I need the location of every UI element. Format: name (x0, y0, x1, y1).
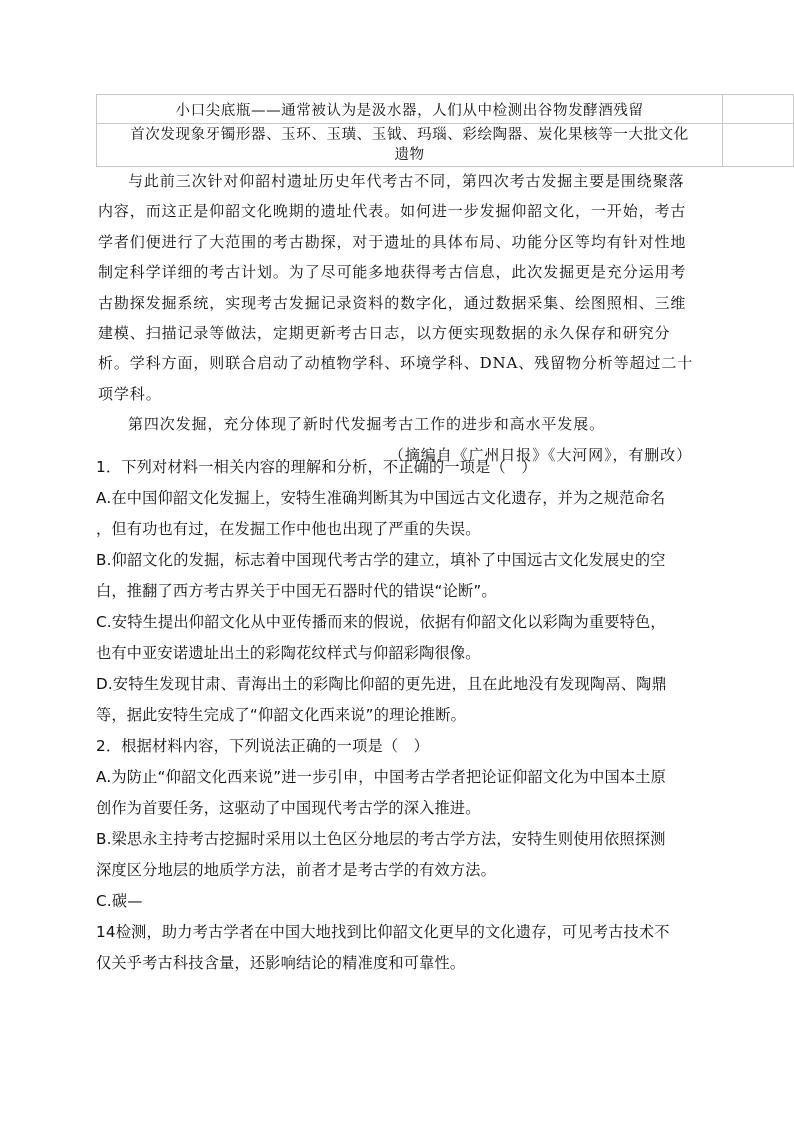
question-2-option-b-line2: 深度区分地层的地质学方法，前者才是考古学的有效方法。 (96, 861, 497, 879)
table-row (97, 124, 794, 167)
question-1-option-d-line1: D.安特生发现甘肃、青海出土的彩陶比仰韶的更先进，且在此地没有发现陶鬲、陶鼎 (96, 675, 667, 693)
question-1-stem: 1．下列对材料一相关内容的理解和分析，不正确的一项是（ ） (96, 458, 537, 476)
passage-paragraph-2: 第四次发掘，充分体现了新时代发掘考古工作的进步和高水平发展。 (128, 415, 606, 434)
question-1-option-a-line1: A.在中国仰韶文化发掘上，安特生准确判断其为中国远古文化遗存，并为之规范命名 (96, 489, 666, 507)
table-row1-text: 小口尖底瓶——通常被认为是汲水器，人们从中检测出谷物发酵酒残留 (175, 102, 644, 119)
question-2-option-b-line1: B.梁思永主持考古挖掘时采用以土色区分地层的考古学方法，安特生则使用依照探测 (96, 830, 666, 848)
question-1-option-b-line1: B.仰韶文化的发掘，标志着中国现代考古学的建立，填补了中国远古文化发展史的空 (96, 551, 666, 569)
question-2-option-c-line3: 仅关乎考古科技含量，还影响结论的精准度和可靠性。 (96, 954, 466, 972)
passage-source: （摘编自《广州日报》《大河网》，有删改） (388, 445, 692, 464)
question-2-option-a-line2: 创作为首要任务，这驱动了中国现代考古学的深入推进。 (96, 799, 481, 817)
question-1-option-c-line1: C.安特生提出仰韶文化从中亚传播而来的假说，依据有仰韶文化以彩陶为重要特色， (96, 613, 666, 631)
passage-paragraph-1-tail: 。学科方面，则联合启动了动植物学科、环境学科、DNA、残留物分析等超过二十项学科。 (98, 354, 694, 403)
question-1-option-d-line2: 等，据此安特生完成了“仰韶文化西来说”的理论推断。 (96, 706, 467, 724)
questions (96, 452, 696, 979)
table-row2-line1: 首次发现象牙镯形器、玉环、玉璜、玉钺、玛瑙、彩绘陶器、炭化果核等一大批文化 (130, 127, 689, 143)
passage-paragraph-1-text: 与此前三次针对仰韶村遗址历史年代考古不同，第四次考古发掘主要是围绕聚落内容，而这正是仰韶文化晚期的遗址代表。如何进一步发掘仰韶文化，一开始，考古学者们便进行了大范围的考古勘探，对于遗址的具体布局、功能分区等均有针对性地制定科学详细的考古计划。为了尽可能多地获得考古信息，此次发掘更是充分运用考古勘探发掘系统，实现考古发掘记录资料的数字化，通过数据采集、绘图照相、三维建模、扫描记录等做法，定期更新考古日志，以方便实现数据的永久保存和研究分析 (98, 172, 687, 373)
question-1-option-b-line2: 白，推翻了西方考古界关于中国无石器时代的错误“论断”。 (96, 582, 497, 600)
question-2-option-c-line1: C.碳— (96, 892, 143, 910)
question-2-stem: 2．根据材料内容，下列说法正确的一项是（ ） (96, 737, 430, 755)
table-cell-empty (723, 95, 794, 124)
passage-paragraph-1 (98, 166, 694, 409)
table-cell (97, 124, 723, 167)
summary-table (96, 94, 794, 167)
table-row (97, 95, 794, 124)
table-cell-empty (723, 124, 794, 167)
question-1-option-c-line2: 也有中亚安诺遗址出土的彩陶花纹样式与仰韶彩陶很像。 (96, 644, 481, 662)
passage (98, 166, 694, 470)
question-2-option-c-line2: 14检测，助力考古学者在中国大地找到比仰韶文化更早的文化遗存，可见考古技术不 (96, 923, 670, 941)
table-row2-line2: 遗物 (394, 147, 425, 163)
question-2-option-a-line1: A.为防止“仰韶文化西来说”进一步引申，中国考古学者把论证仰韶文化为中国本土原 (96, 768, 667, 786)
question-1-option-a-line2: ，但有功也有过，在发掘工作中他也出现了严重的失误。 (96, 520, 481, 538)
table-cell (97, 95, 723, 124)
